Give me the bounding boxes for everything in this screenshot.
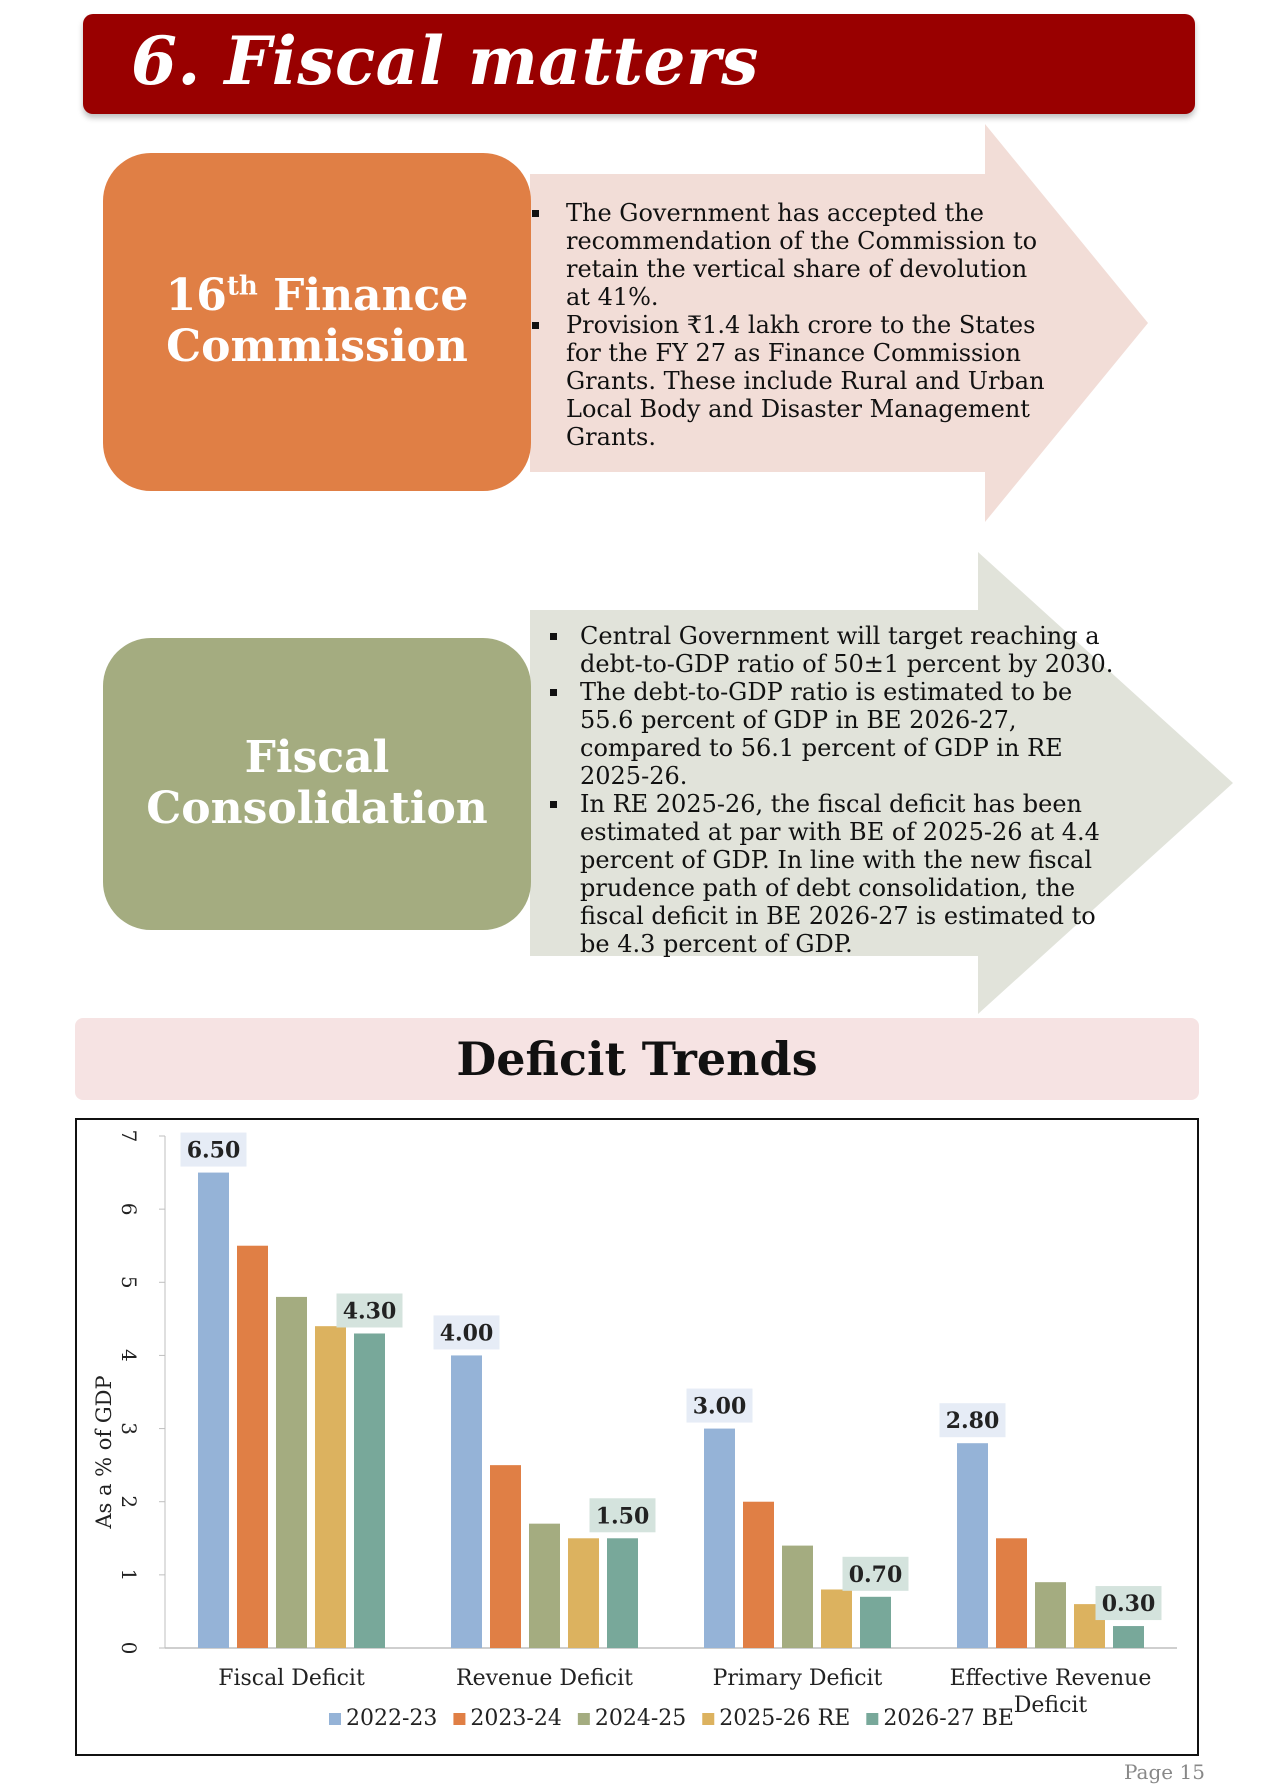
legend-label: 2023-24 (470, 1706, 562, 1731)
bullet-item: Provision ₹1.4 lakh crore to the States for the FY 27 as Finance Commission Grants. These include Rural and Urban Local Body and Disaster Management Grants. (530, 311, 1050, 451)
legend-swatch (578, 1713, 590, 1725)
bar-2023-24 (490, 1465, 521, 1648)
category-label: Revenue Deficit (456, 1666, 633, 1691)
bullet-item: In RE 2025-26, the fiscal deficit has been estimated at par with BE of 2025-26 at 4.4 percent of GDP. In line with the new fiscal prudence path of debt consolidation, the fiscal deficit in BE 2026-27 is estimated to be 4.3 percent of GDP. (546, 790, 1126, 958)
legend-label: 2026-27 BE (883, 1706, 1014, 1731)
legend-label: 2025-26 RE (719, 1706, 851, 1731)
deficit-chart-frame (75, 1118, 1199, 1756)
bar-2022-23 (198, 1173, 229, 1648)
bar-2024-25 (782, 1546, 813, 1648)
y-tick-label: 0 (117, 1641, 141, 1655)
data-label: 2.80 (945, 1408, 1000, 1435)
data-label: 3.00 (692, 1393, 747, 1420)
fiscal-consolidation-bullets (546, 622, 1126, 958)
category-label: Fiscal Deficit (218, 1666, 365, 1691)
legend-label: 2022-23 (346, 1706, 438, 1731)
data-label: 6.50 (186, 1137, 241, 1164)
data-label: 0.70 (848, 1561, 903, 1588)
bar-2026-27-be (607, 1538, 638, 1648)
bar-2024-25 (276, 1297, 307, 1648)
data-label: 4.00 (439, 1320, 494, 1347)
data-label: 0.30 (1101, 1591, 1156, 1618)
y-tick-label: 7 (117, 1129, 141, 1143)
category-label: Primary Deficit (712, 1666, 883, 1691)
bar-2026-27-be (1113, 1626, 1144, 1648)
section-title: Deficit Trends (456, 1032, 818, 1086)
bar-2022-23 (451, 1355, 482, 1648)
bullet-item: The Government has accepted the recommendation of the Commission to retain the vertical share of devolution at 41%. (530, 199, 1050, 311)
y-axis-label: As a % of GDP (92, 1375, 116, 1529)
y-tick-label: 2 (117, 1495, 141, 1509)
finance-commission-title: 16th Finance Commission (165, 270, 469, 372)
bar-2022-23 (957, 1443, 988, 1648)
legend-swatch (453, 1713, 465, 1725)
bar-2024-25 (1035, 1582, 1066, 1648)
bullet-item: The debt-to-GDP ratio is estimated to be 55.6 percent of GDP in BE 2026-27, compared to 56.1 percent of GDP in RE 2025-26. (546, 678, 1126, 790)
legend-swatch (702, 1713, 714, 1725)
bar-2022-23 (704, 1429, 735, 1648)
bar-2025-26-re (821, 1589, 852, 1648)
finance-commission-box (103, 153, 531, 491)
data-label: 4.30 (342, 1298, 397, 1325)
bar-2026-27-be (860, 1597, 891, 1648)
bar-2025-26-re (568, 1538, 599, 1648)
y-tick-label: 6 (117, 1202, 141, 1216)
title-banner (83, 14, 1195, 114)
legend-swatch (329, 1713, 341, 1725)
y-tick-label: 4 (117, 1349, 141, 1362)
bar-2025-26-re (315, 1326, 346, 1648)
page-title: 6. Fiscal matters (131, 22, 759, 100)
fiscal-consolidation-box (103, 638, 531, 930)
bar-2023-24 (237, 1246, 268, 1648)
finance-commission-bullets (530, 199, 1050, 451)
legend-swatch (866, 1713, 878, 1725)
deficit-trends-header (75, 1018, 1199, 1100)
deficit-bar-chart (77, 1120, 1197, 1754)
bar-2023-24 (743, 1502, 774, 1648)
page-number: Page 15 (1124, 1760, 1205, 1784)
y-tick-label: 1 (117, 1568, 141, 1582)
legend-label: 2024-25 (594, 1706, 687, 1731)
category-label: Deficit (1013, 1693, 1088, 1718)
fiscal-consolidation-title: Fiscal Consolidation (146, 732, 488, 834)
data-label: 1.50 (595, 1503, 650, 1530)
category-label: Effective Revenue (949, 1666, 1152, 1691)
bullet-item: Central Government will target reaching a debt-to-GDP ratio of 50±1 percent by 2030. (546, 622, 1126, 678)
y-tick-label: 3 (117, 1422, 141, 1435)
y-tick-label: 5 (117, 1275, 141, 1289)
bar-2024-25 (529, 1524, 560, 1648)
bar-2023-24 (996, 1538, 1027, 1648)
bar-2026-27-be (354, 1333, 385, 1648)
